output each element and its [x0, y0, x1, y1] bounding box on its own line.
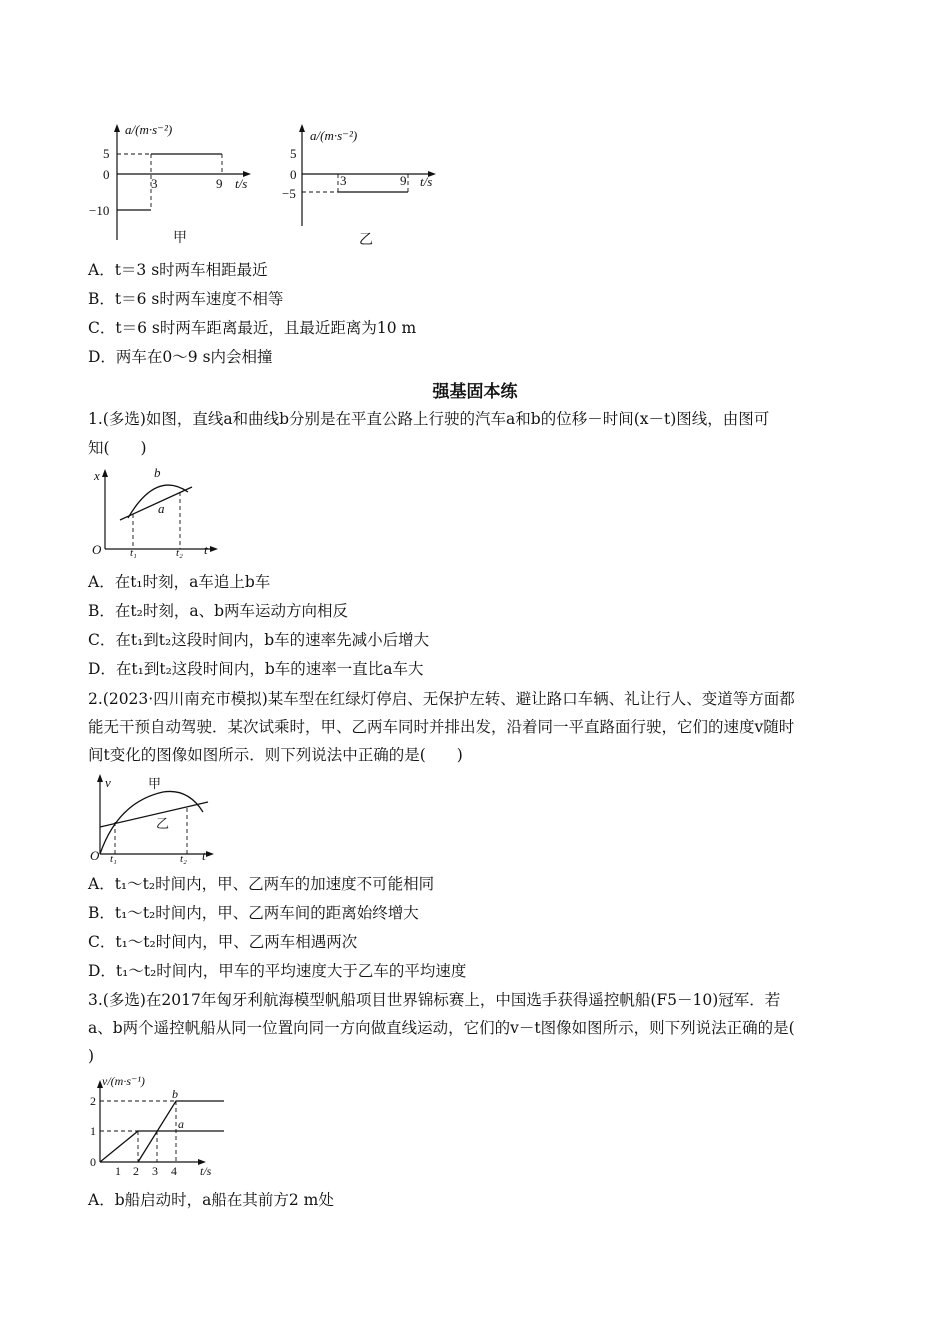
line-yi-label: 乙	[156, 816, 170, 831]
q1-option-c: C．在t₁到t₂这段时间内，b车的速率先减小后增大	[88, 631, 430, 649]
q2-stem-line-3: 间t变化的图像如图所示．则下列说法中正确的是( )	[88, 746, 463, 764]
figure-jia-acceleration-graph	[85, 122, 260, 250]
q3-stem-line-1: 3.(多选)在2017年匈牙利航海模型帆船项目世界锦标赛上，中国选手获得遥控帆船(F5－10)冠军．若	[88, 991, 781, 1009]
y-axis-label: a/(m·s⁻²)	[310, 128, 358, 143]
curve-jia-label: 甲	[148, 776, 162, 791]
q1-option-b: B．在t₂时刻，a、b两车运动方向相反	[88, 602, 348, 620]
section-title: 强基固本练	[432, 382, 518, 402]
q2-stem-line-1: 2.(2023·四川南充市模拟)某车型在红绿灯停启、无保护左转、避让路口车辆、礼让行人、变道等方面都	[88, 690, 795, 708]
x-axis-label: t/s	[235, 176, 248, 191]
figure-yi-acceleration-graph	[280, 122, 455, 250]
line-a	[120, 487, 192, 520]
x-tick-label: 9	[400, 173, 407, 188]
x-axis-label: t/s	[420, 174, 433, 189]
x-tick-label: 3	[152, 1164, 158, 1178]
q1-xt-graph	[88, 465, 223, 560]
y-tick-label: 5	[103, 146, 110, 161]
q2-vt-graph	[88, 772, 223, 864]
origin-label: O	[90, 848, 100, 863]
x-tick-label: 4	[171, 1164, 177, 1178]
curve-b-label: b	[154, 465, 161, 480]
line-a	[100, 1131, 224, 1162]
q3-stem-line-2: a、b两个遥控帆船从同一位置向同一方向做直线运动，它们的v－t图像如图所示，则下列说法正确的是(	[88, 1019, 795, 1037]
q3-stem-line-3: )	[88, 1047, 95, 1065]
q1-stem-line-2: 知( )	[88, 439, 147, 457]
t1-label: t₁	[110, 853, 117, 865]
option-c: C．t＝6 s时两车距离最近，且最近距离为10 m	[88, 319, 417, 337]
t2-label: t₂	[180, 853, 187, 865]
q2-option-d: D．t₁～t₂时间内，甲车的平均速度大于乙车的平均速度	[88, 962, 467, 980]
q2-option-b: B．t₁～t₂时间内，甲、乙两车间的距离始终增大	[88, 904, 419, 922]
x-tick-label: 1	[115, 1164, 121, 1178]
y-tick-label: −5	[282, 186, 296, 201]
y-tick-label: 0	[90, 1155, 96, 1169]
option-d: D．两车在0～9 s内会相撞	[88, 348, 273, 366]
y-tick-label: −10	[89, 203, 110, 218]
y-tick-label: 1	[90, 1124, 96, 1138]
x-axis-label: t/s	[200, 1164, 212, 1178]
q1-stem-line-1: 1.(多选)如图，直线a和曲线b分别是在平直公路上行驶的汽车a和b的位移－时间(x－t)图线，由图可	[88, 410, 770, 428]
q1-option-d: D．在t₁到t₂这段时间内，b车的速率一直比a车大	[88, 660, 424, 678]
q2-stem-line-2: 能无干预自动驾驶．某次试乘时，甲、乙两车同时并排出发，沿着同一平直路面行驶，它们的速度v随时	[88, 718, 795, 736]
y-tick-label: 0	[290, 167, 297, 182]
x-tick-label: 3	[151, 176, 158, 191]
line-a-label: a	[158, 501, 165, 516]
t1-label: t₁	[130, 547, 137, 559]
x-axis-label: t	[204, 542, 208, 557]
x-axis-label: t	[202, 848, 206, 863]
q1-option-a: A．在t₁时刻，a车追上b车	[88, 573, 271, 591]
option-b: B．t＝6 s时两车速度不相等	[88, 290, 284, 308]
y-tick-label: 5	[290, 146, 297, 161]
y-axis-label: v/(m·s⁻¹)	[102, 1074, 145, 1088]
y-tick-label: 0	[103, 167, 110, 182]
x-tick-label: 2	[133, 1164, 139, 1178]
t2-label: t₂	[176, 547, 183, 559]
q3-vt-graph	[88, 1074, 228, 1179]
q2-option-c: C．t₁～t₂时间内，甲、乙两车相遇两次	[88, 933, 358, 951]
figure-caption: 乙	[359, 233, 373, 248]
line-a-label: a	[178, 1117, 184, 1131]
y-axis-label: x	[94, 468, 100, 483]
y-axis-label: v	[105, 775, 111, 790]
x-tick-label: 3	[340, 173, 347, 188]
line-b-label: b	[172, 1087, 178, 1101]
figure-caption: 甲	[173, 231, 187, 246]
q3-option-a: A．b船启动时，a船在其前方2 m处	[88, 1191, 334, 1209]
y-tick-label: 2	[90, 1094, 96, 1108]
y-axis-label: a/(m·s⁻²)	[125, 122, 173, 137]
origin-label: O	[92, 542, 102, 557]
q2-option-a: A．t₁～t₂时间内，甲、乙两车的加速度不可能相同	[88, 875, 435, 893]
x-tick-label: 9	[216, 176, 223, 191]
option-a: A．t＝3 s时两车相距最近	[88, 261, 268, 279]
